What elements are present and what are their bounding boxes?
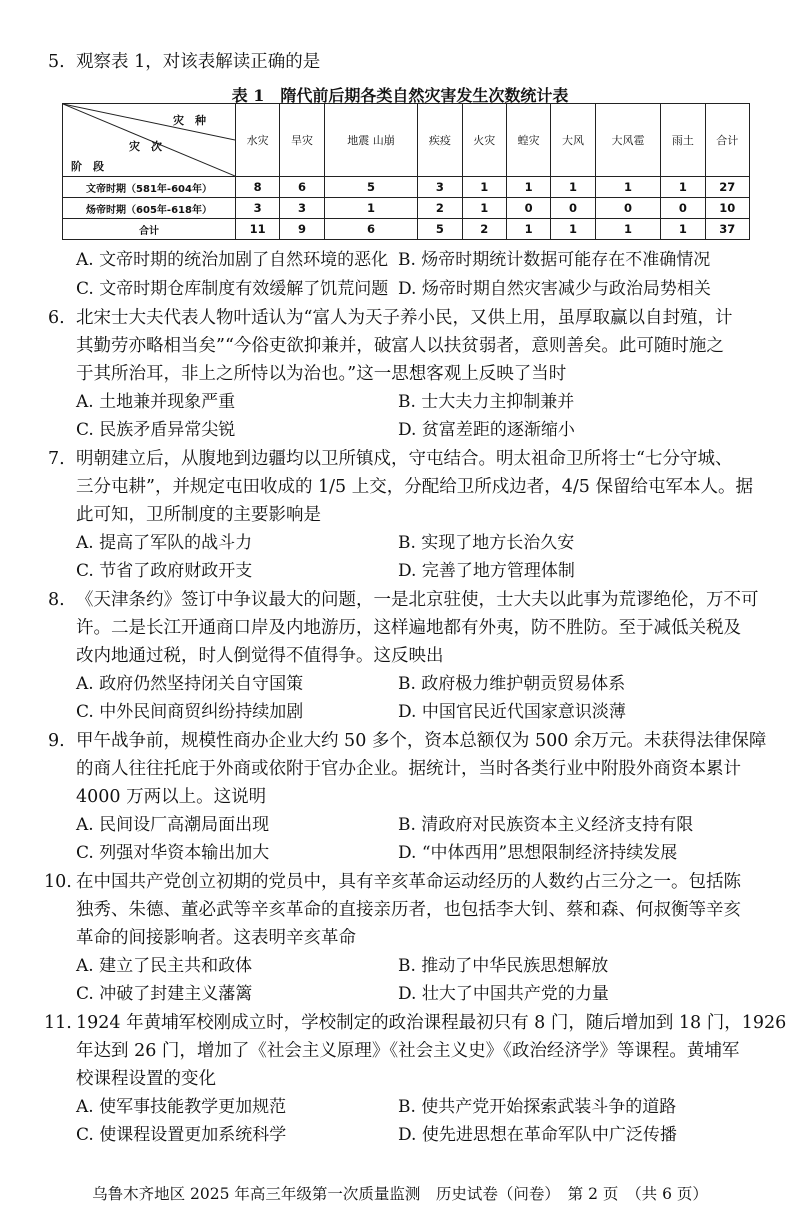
table-cell: 1	[462, 177, 506, 198]
table-cell: 0	[595, 198, 661, 219]
table-row	[63, 198, 750, 219]
question-6-number: 6.	[48, 308, 65, 328]
col-header: 疾疫	[418, 104, 462, 177]
table-cell: 1	[462, 198, 506, 219]
question-9-number: 9.	[48, 731, 65, 751]
question-11-line: 校课程设置的变化	[76, 1069, 216, 1089]
question-6-line: 其勤劳亦略相当矣”“今俗吏欲抑兼并，破富人以扶贫弱者，意则善矣。此可随时施之	[76, 336, 724, 356]
question-9-line: 4000 万两以上。这说明	[76, 787, 267, 807]
q7-option-d[interactable]: D. 完善了地方管理体制	[398, 561, 575, 581]
question-7-line: 明朝建立后，从腹地到边疆均以卫所镇戍，守屯结合。明太祖命卫所将士“七分守城、	[76, 449, 733, 469]
row-label: 炀帝时期（605年-618年）	[63, 198, 236, 219]
question-8-line: 许。二是长江开通商口岸及内地游历，这样遍地都有外夷，防不胜防。至于减低关税及	[76, 618, 741, 638]
question-9-line: 甲午战争前，规模性商办企业大约 50 多个，资本总额仅为 500 余万元。未获得法律保障	[76, 731, 767, 751]
table-cell: 5	[418, 219, 462, 240]
disaster-table	[62, 103, 750, 240]
q8-option-b[interactable]: B. 政府极力维护朝贡贸易体系	[398, 674, 626, 694]
table-cell: 11	[236, 219, 280, 240]
question-10-number: 10.	[44, 872, 72, 892]
q10-option-d[interactable]: D. 壮大了中国共产党的力量	[398, 984, 609, 1004]
table-cell: 0	[551, 198, 595, 219]
question-10-line: 独秀、朱德、董必武等辛亥革命的直接亲历者，也包括李大钊、蔡和森、何叔衡等辛亥	[76, 900, 741, 920]
question-6-line: 于其所治耳，非上之所恃以为治也。”这一思想客观上反映了当时	[76, 364, 567, 384]
q10-option-a[interactable]: A. 建立了民主共和政体	[76, 956, 253, 976]
question-11-line: 年达到 26 门，增加了《社会主义原理》《社会主义史》《政治经济学》等课程。黄埔军	[76, 1041, 740, 1061]
table-cell: 1	[551, 177, 595, 198]
table-cell: 27	[705, 177, 749, 198]
table-cell: 1	[595, 219, 661, 240]
q5-option-d[interactable]: D. 炀帝时期自然灾害减少与政治局势相关	[398, 279, 711, 299]
table-cell: 10	[705, 198, 749, 219]
table-cell: 1	[661, 177, 705, 198]
table-cell: 8	[236, 177, 280, 198]
q7-option-b[interactable]: B. 实现了地方长治久安	[398, 533, 575, 553]
question-11-line: 1924 年黄埔军校刚成立时，学校制定的政治课程最初只有 8 门，随后增加到 18 门，1926	[76, 1013, 787, 1033]
q6-option-c[interactable]: C. 民族矛盾异常尖锐	[76, 420, 236, 440]
question-9-line: 的商人往往托庇于外商或依附于官办企业。据统计，当时各类行业中附股外商资本累计	[76, 759, 741, 779]
row-label: 文帝时期（581年-604年）	[63, 177, 236, 198]
question-7-line: 此可知，卫所制度的主要影响是	[76, 505, 321, 525]
q6-option-b[interactable]: B. 士大夫力主抑制兼并	[398, 392, 575, 412]
col-header: 旱灾	[280, 104, 324, 177]
table-cell: 1	[551, 219, 595, 240]
q8-option-d[interactable]: D. 中国官民近代国家意识淡薄	[398, 702, 626, 722]
q6-option-d[interactable]: D. 贫富差距的逐渐缩小	[398, 420, 575, 440]
question-8-line: 改内地通过税，时人倒觉得不值得争。这反映出	[76, 646, 444, 666]
question-6-line: 北宋士大夫代表人物叶适认为“富人为天子养小民，又供上用，虽厚取赢以自封殖，计	[76, 308, 733, 328]
q9-option-b[interactable]: B. 清政府对民族资本主义经济支持有限	[398, 815, 694, 835]
q9-option-a[interactable]: A. 民间设厂高潮局面出现	[76, 815, 270, 835]
q7-option-a[interactable]: A. 提高了军队的战斗力	[76, 533, 253, 553]
table-cell: 2	[418, 198, 462, 219]
table-row	[63, 177, 750, 198]
table-header-row	[63, 104, 750, 177]
table-cell: 2	[462, 219, 506, 240]
q5-option-a[interactable]: A. 文帝时期的统治加剧了自然环境的恶化	[76, 250, 389, 270]
diag-label-count: 灾 次	[129, 140, 162, 153]
table-cell: 5	[324, 177, 418, 198]
question-10-line: 革命的间接影响者。这表明辛亥革命	[76, 928, 356, 948]
col-header: 大风	[551, 104, 595, 177]
table-cell: 3	[280, 198, 324, 219]
question-5-stem: 观察表 1，对该表解读正确的是	[76, 52, 321, 72]
table-cell: 0	[661, 198, 705, 219]
q10-option-c[interactable]: C. 冲破了封建主义藩篱	[76, 984, 253, 1004]
diag-label-disaster-type: 灾 种	[173, 114, 206, 127]
col-header: 地震 山崩	[324, 104, 418, 177]
table-cell: 6	[280, 177, 324, 198]
table-cell: 1	[506, 219, 550, 240]
q11-option-a[interactable]: A. 使军事技能教学更加规范	[76, 1097, 287, 1117]
table-cell: 3	[236, 198, 280, 219]
table-cell: 1	[506, 177, 550, 198]
table-cell: 1	[324, 198, 418, 219]
q7-option-c[interactable]: C. 节省了政府财政开支	[76, 561, 253, 581]
question-8-line: 《天津条约》签订中争议最大的问题，一是北京驻使，士大夫以此事为荒谬绝伦，万不可	[76, 590, 759, 610]
table-row	[63, 219, 750, 240]
col-header: 蝗灾	[506, 104, 550, 177]
row-label: 合计	[63, 219, 236, 240]
col-header: 大风雹	[595, 104, 661, 177]
table-cell: 0	[506, 198, 550, 219]
table-cell: 1	[661, 219, 705, 240]
q11-option-b[interactable]: B. 使共产党开始探索武装斗争的道路	[398, 1097, 677, 1117]
table-cell: 9	[280, 219, 324, 240]
question-7-line: 三分屯耕”，并规定屯田收成的 1/5 上交，分配给卫所戍边者，4/5 保留给屯军本人。据	[76, 477, 753, 497]
q8-option-c[interactable]: C. 中外民间商贸纠纷持续加剧	[76, 702, 304, 722]
question-5-number: 5.	[48, 52, 65, 72]
col-header: 合计	[705, 104, 749, 177]
q8-option-a[interactable]: A. 政府仍然坚持闭关自守国策	[76, 674, 304, 694]
page-footer: 乌鲁木齐地区 2025 年高三年级第一次质量监测 历史试卷（问卷） 第 2 页 （共 6 页）	[92, 1185, 708, 1203]
diag-label-period: 阶 段	[71, 160, 104, 173]
table-caption: 表 1 隋代前后期各类自然灾害发生次数统计表	[231, 86, 569, 105]
q10-option-b[interactable]: B. 推动了中华民族思想解放	[398, 956, 609, 976]
q5-option-b[interactable]: B. 炀帝时期统计数据可能存在不准确情况	[398, 250, 711, 270]
col-header: 火灾	[462, 104, 506, 177]
table-cell: 6	[324, 219, 418, 240]
q11-option-c[interactable]: C. 使课程设置更加系统科学	[76, 1125, 287, 1145]
question-10-line: 在中国共产党创立初期的党员中，具有辛亥革命运动经历的人数约占三分之一。包括陈	[76, 872, 741, 892]
q6-option-a[interactable]: A. 土地兼并现象严重	[76, 392, 236, 412]
question-8-number: 8.	[48, 590, 65, 610]
q9-option-c[interactable]: C. 列强对华资本输出加大	[76, 843, 270, 863]
table-diagonal-header	[63, 104, 236, 177]
q5-option-c[interactable]: C. 文帝时期仓库制度有效缓解了饥荒问题	[76, 279, 389, 299]
col-header: 雨土	[661, 104, 705, 177]
q9-option-d[interactable]: D. “中体西用”思想限制经济持续发展	[398, 843, 678, 863]
q11-option-d[interactable]: D. 使先进思想在革命军队中广泛传播	[398, 1125, 677, 1145]
table-cell: 1	[595, 177, 661, 198]
table-cell: 37	[705, 219, 749, 240]
question-11-number: 11.	[44, 1013, 72, 1033]
col-header: 水灾	[236, 104, 280, 177]
question-7-number: 7.	[48, 449, 65, 469]
table-cell: 3	[418, 177, 462, 198]
